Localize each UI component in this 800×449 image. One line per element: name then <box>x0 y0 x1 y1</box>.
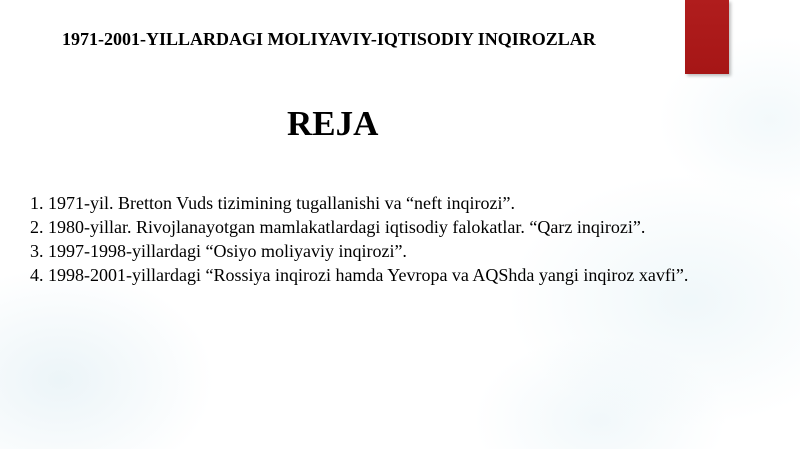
agenda-list <box>30 191 688 287</box>
plan-heading: REJA <box>287 104 379 143</box>
agenda-item: 3. 1997-1998-yillardagi “Osiyo moliyaviy inqirozi”. <box>30 241 407 261</box>
agenda-item: 4. 1998-2001-yillardagi “Rossiya inqirozi hamda Yevropa va AQShda yangi inqiroz xavfi”. <box>30 265 689 285</box>
slide-title: 1971-2001-YILLARDAGI MOLIYAVIY-IQTISODIY INQIROZLAR <box>62 29 596 49</box>
agenda-item: 2. 1980-yillar. Rivojlanayotgan mamlakatlardagi iqtisodiy falokatlar. “Qarz inqirozi”. <box>30 217 646 237</box>
red-accent-bar <box>685 0 729 74</box>
agenda-item: 1. 1971-yil. Bretton Vuds tizimining tugallanishi va “neft inqirozi”. <box>30 193 516 213</box>
